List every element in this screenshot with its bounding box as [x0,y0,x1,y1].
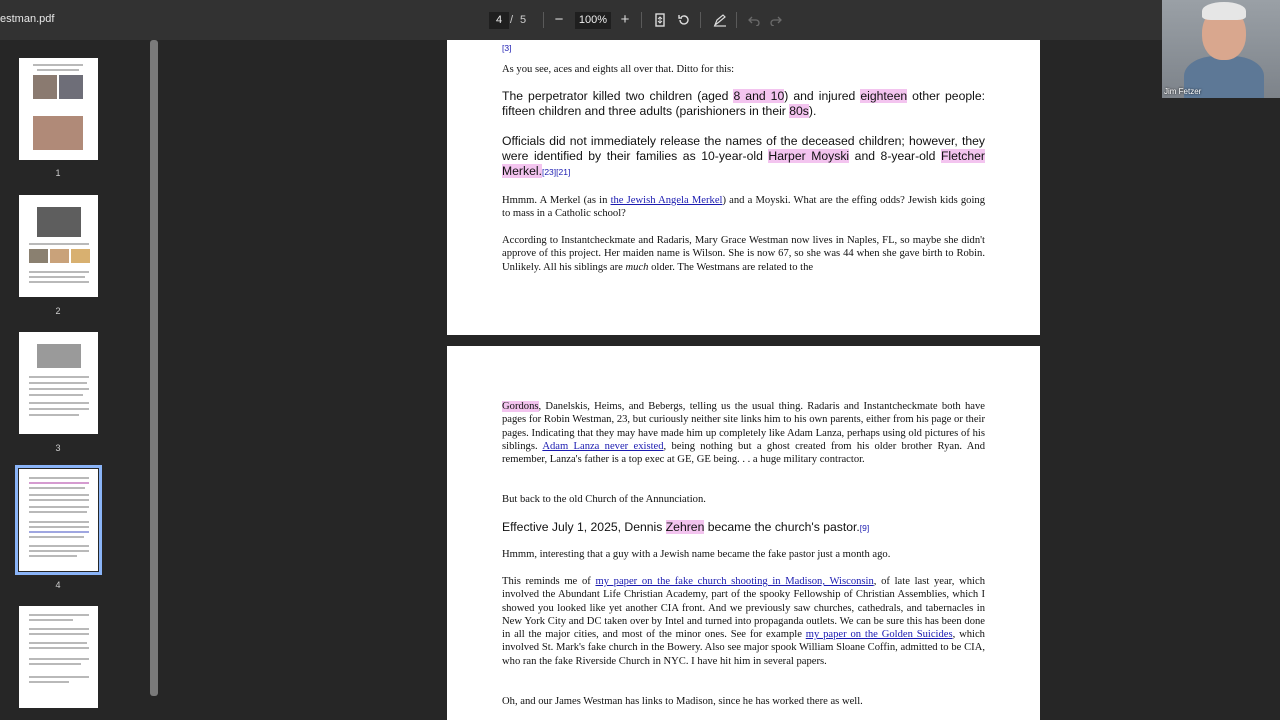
toolbar-divider [543,12,544,28]
paragraph: Hmmm. A Merkel (as in the Jewish Angela Merkel) and a Moyski. What are the effing odds? Jewish kids going to mass in a Catholic school? [502,195,985,220]
page-thumbnail-4[interactable] [19,469,98,571]
zoom-level-input[interactable]: 100% [575,12,611,29]
fit-page-icon[interactable] [650,10,670,30]
zoom-in-button[interactable]: + [620,11,630,28]
sidebar-scrollbar[interactable] [150,40,158,696]
paragraph: As you see, aces and eights all over that. Ditto for this: [502,64,735,75]
zoom-out-button[interactable]: − [554,11,564,28]
highlight: 8 and 10 [733,89,785,103]
citation-link[interactable]: [23][21] [541,167,571,177]
pdf-toolbar [0,0,1280,40]
hyperlink[interactable]: my paper on the fake church shooting in Madison, Wisconsin [595,576,874,587]
toolbar-divider [736,12,737,28]
annotate-icon[interactable] [710,10,730,30]
toolbar-divider [641,12,642,28]
toolbar-divider [700,12,701,28]
page-total: 5 [520,14,527,26]
webcam-participant-name: Jim Fetzer [1164,87,1202,96]
undo-icon[interactable] [744,10,764,30]
paragraph: According to Instantcheckmate and Radaris, Mary Grace Westman now lives in Naples, FL, so maybe she didn't approve of this project. Her maiden name is Wilson. She is now 67, so she was 44 when she gave birth to Robin. Unlikely. All his siblings are much older. The Westmans are related to the [502,235,985,273]
page-thumbnail-3[interactable] [19,332,98,434]
citation-link[interactable]: [9] [859,523,870,533]
hyperlink[interactable]: Adam Lanza never existed [542,440,664,452]
thumbnail-number: 3 [55,443,61,453]
highlight: Gordons [502,401,539,412]
paragraph: Gordons, Danelskis, Heims, and Bebergs, telling us the usual thing. Radaris and Instantcheckmate both have pages for Robin Westman, 23, but curiously neither site links him to his own parents, either from his page or their pages. Indicating that they may have made him up completely like Adam Lanza, perhaps using old pictures of his siblings. Adam Lanza never existed, being nothing but a ghost created from his older brother Ryan. And remember, Lanza's father is a top exec at GE, GE being. . . a huge military contractor. [502,401,985,466]
file-name: estman.pdf [0,13,55,25]
page-separator: / [510,14,514,26]
pdf-page-5 [447,346,1040,720]
highlight: 80s [789,104,809,118]
thumbnail-number: 4 [55,580,61,590]
page-number-input[interactable]: 4 [489,12,509,29]
quoted-paragraph: Effective July 1, 2025, Dennis Zehren became the church's pastor.[9] [502,520,870,534]
hyperlink[interactable]: my paper on the Golden Suicides [805,629,953,641]
highlight: Fletcher Merkel. [502,149,985,178]
thumbnail-number: 2 [55,306,61,316]
page-thumbnail-5[interactable] [19,606,98,708]
pdf-page-4 [447,40,1040,335]
paragraph: This reminds me of my paper on the fake church shooting in Madison, Wisconsin, of late last year, which involved the Abundant Life Christian Academy, part of the spooky Fellowship of Christian Assemblies, which I showed you looked like yet another CIA front. And we previously saw churches, cathedrals, and tabernacles in New York City and DC taken over by Intel and turned into propaganda outlets. We can be sure this has been done in all the major cities, and most of the minor ones. See for example my paper on the Golden Suicides, which involved St. Mark's fake church in the Bowery. Also see major spook William Sloane Coffin, admitted to be CIA, who ran the fake Riverside Church in NYC. I have hit him in several papers. [502,576,985,667]
quoted-paragraph: The perpetrator killed two children (aged 8 and 10) and injured eighteen other people: fifteen children and three adults (parishioners in their 80s). [502,89,985,118]
quoted-paragraph: Officials did not immediately release the names of the deceased children; however, they were identified by their families as 10-year-old Harper Moyski and 8-year-old Fletcher Merkel.[23][21] [502,134,985,178]
paragraph: Oh, and our James Westman has links to Madison, since he has worked there as well. [502,696,863,707]
citation-link[interactable]: [3] [502,43,512,53]
paragraph: Hmmm, interesting that a guy with a Jewish name became the fake pastor just a month ago. [502,549,891,560]
page-thumbnail-1[interactable] [19,58,98,160]
thumbnail-number: 1 [55,168,61,178]
highlight: Harper Moyski [768,149,850,163]
redo-icon[interactable] [766,10,786,30]
hyperlink[interactable]: the Jewish Angela Merkel [610,195,723,206]
thumbnail-sidebar [0,40,160,720]
highlight: eighteen [860,89,908,103]
webcam-person-hair [1202,2,1246,20]
highlight: Zehren [665,520,705,534]
page-thumbnail-2[interactable] [19,195,98,297]
paragraph: But back to the old Church of the Annunciation. [502,494,706,505]
rotate-icon[interactable] [674,10,694,30]
webcam-video-overlay [1162,0,1280,98]
